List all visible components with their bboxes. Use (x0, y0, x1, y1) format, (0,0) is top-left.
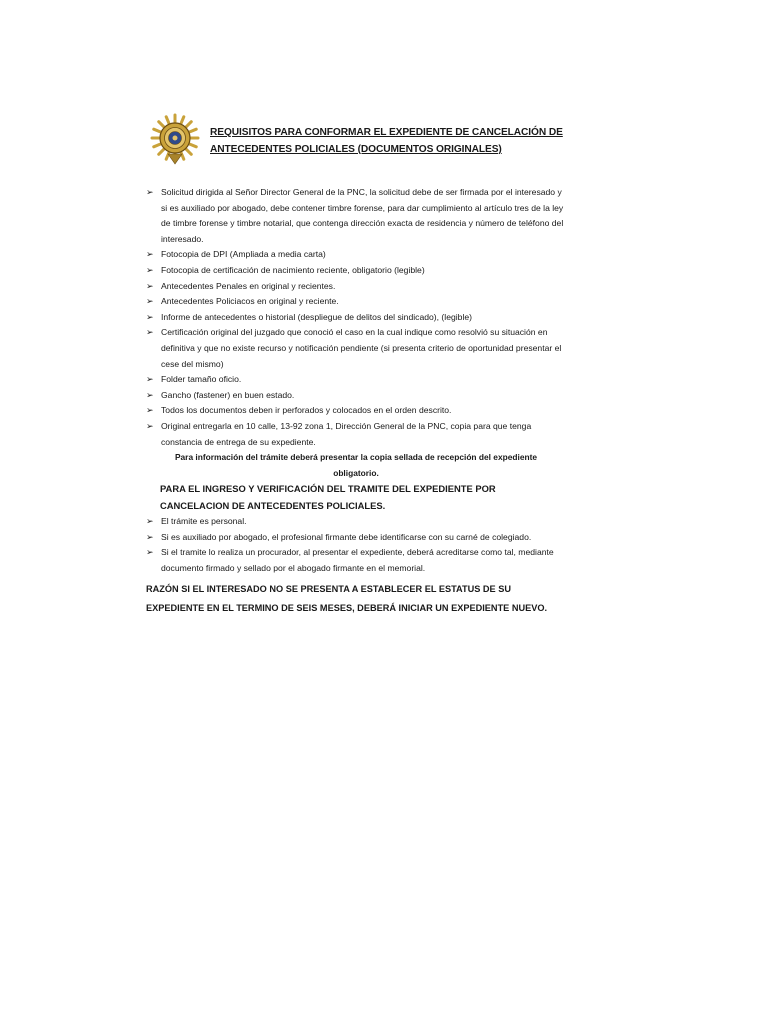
procedure-list (146, 514, 566, 576)
arrow-bullet-icon: ➢ (146, 516, 154, 526)
arrow-bullet-icon: ➢ (146, 187, 154, 197)
arrow-bullet-icon: ➢ (146, 327, 154, 338)
arrow-bullet-icon: ➢ (146, 311, 154, 322)
requirement-item-text: Gancho (fastener) en buen estado. (161, 389, 295, 400)
requirement-item-text: Antecedentes Policiacos en original y reciente. (161, 296, 339, 307)
requirement-item-text: Informe de antecedentes o historial (despliegue de delitos del sindicado), (legible) (161, 311, 472, 322)
requirement-item (146, 310, 566, 326)
requirement-item-text: Todos los documentos deben ir perforados y colocados en el orden descrito. (161, 405, 452, 416)
requirement-item-text: Antecedentes Penales en original y recientes. (161, 280, 336, 291)
requirement-item-text: Fotocopia de certificación de nacimiento reciente, obligatorio (legible) (161, 264, 425, 275)
arrow-bullet-icon: ➢ (146, 531, 154, 542)
requirement-item (146, 403, 566, 419)
arrow-bullet-icon: ➢ (146, 547, 154, 558)
arrow-bullet-icon: ➢ (146, 405, 154, 416)
footer-note: RAZÓN SI EL INTERESADO NO SE PRESENTA A ESTABLECER EL ESTATUS DE SU EXPEDIENTE EN EL TERMINO DE SEIS MESES, DEBERÁ INICIAR UN EXPEDIENTE NUEVO. (146, 584, 548, 613)
requirement-item (146, 419, 566, 450)
requirement-item (146, 325, 566, 372)
info-note: Para información del trámite deberá presentar la copia sellada de recepción del expediente obligatorio. (174, 452, 538, 478)
requirement-item (146, 263, 566, 279)
requirement-item-text: Original entregarla en 10 calle, 13-92 zona 1, Dirección General de la PNC, copia para que tenga constancia de entrega de su expediente. (161, 420, 532, 447)
arrow-bullet-icon: ➢ (146, 420, 154, 431)
requirement-item (146, 388, 566, 404)
requirement-item (146, 372, 566, 388)
document-title: REQUISITOS PARA CONFORMAR EL EXPEDIENTE DE CANCELACIÓN DE ANTECEDENTES POLICIALES (DOCUMENTOS ORIGINALES) (210, 127, 563, 155)
arrow-bullet-icon: ➢ (146, 264, 154, 275)
requirement-item (146, 185, 566, 247)
section-title: PARA EL INGRESO Y VERIFICACIÓN DEL TRAMITE DEL EXPEDIENTE POR CANCELACION DE ANTECEDENTES POLICIALES. (160, 483, 496, 511)
requirement-item-text: Fotocopia de DPI (Ampliada a media carta) (161, 249, 326, 260)
procedure-item (146, 530, 566, 546)
procedure-item (146, 545, 566, 576)
arrow-bullet-icon: ➢ (146, 249, 154, 260)
requirement-item-text: Folder tamaño oficio. (161, 374, 242, 385)
requirement-item-text: Solicitud dirigida al Señor Director General de la PNC, la solicitud debe de ser firmada por el interesado y si es auxiliado por abogado, debe contener timbre forense, para dar cumplimiento al artículo tres de la ley de timbre forense y timbre notarial, que contenga dirección exacta de residencia y número de teléfono del interesado. (161, 187, 564, 244)
arrow-bullet-icon: ➢ (146, 389, 154, 400)
pnc-seal-icon (150, 110, 200, 168)
arrow-bullet-icon: ➢ (146, 374, 154, 385)
requirement-item (146, 294, 566, 310)
procedure-item-text: Si el tramite lo realiza un procurador, al presentar el expediente, deberá acreditarse como tal, mediante documento firmado y sellado por el abogado firmante en el memorial. (161, 547, 554, 573)
arrow-bullet-icon: ➢ (146, 296, 154, 307)
procedure-item-text: El trámite es personal. (161, 516, 247, 526)
requirement-item (146, 279, 566, 295)
arrow-bullet-icon: ➢ (146, 280, 154, 291)
procedure-item-text: Si es auxiliado por abogado, el profesional firmante debe identificarse con su carné de colegiado. (161, 531, 532, 542)
requirements-list (146, 185, 566, 450)
requirement-item (146, 247, 566, 263)
document-header (150, 110, 570, 170)
procedure-item (146, 514, 566, 530)
requirement-item-text: Certificación original del juzgado que conoció el caso en la cual indique como resolvió su situación en definitiva y que no existe recurso y notificación pendiente (si presenta criterio de oportunidad presentar el cese del mismo) (161, 327, 562, 369)
